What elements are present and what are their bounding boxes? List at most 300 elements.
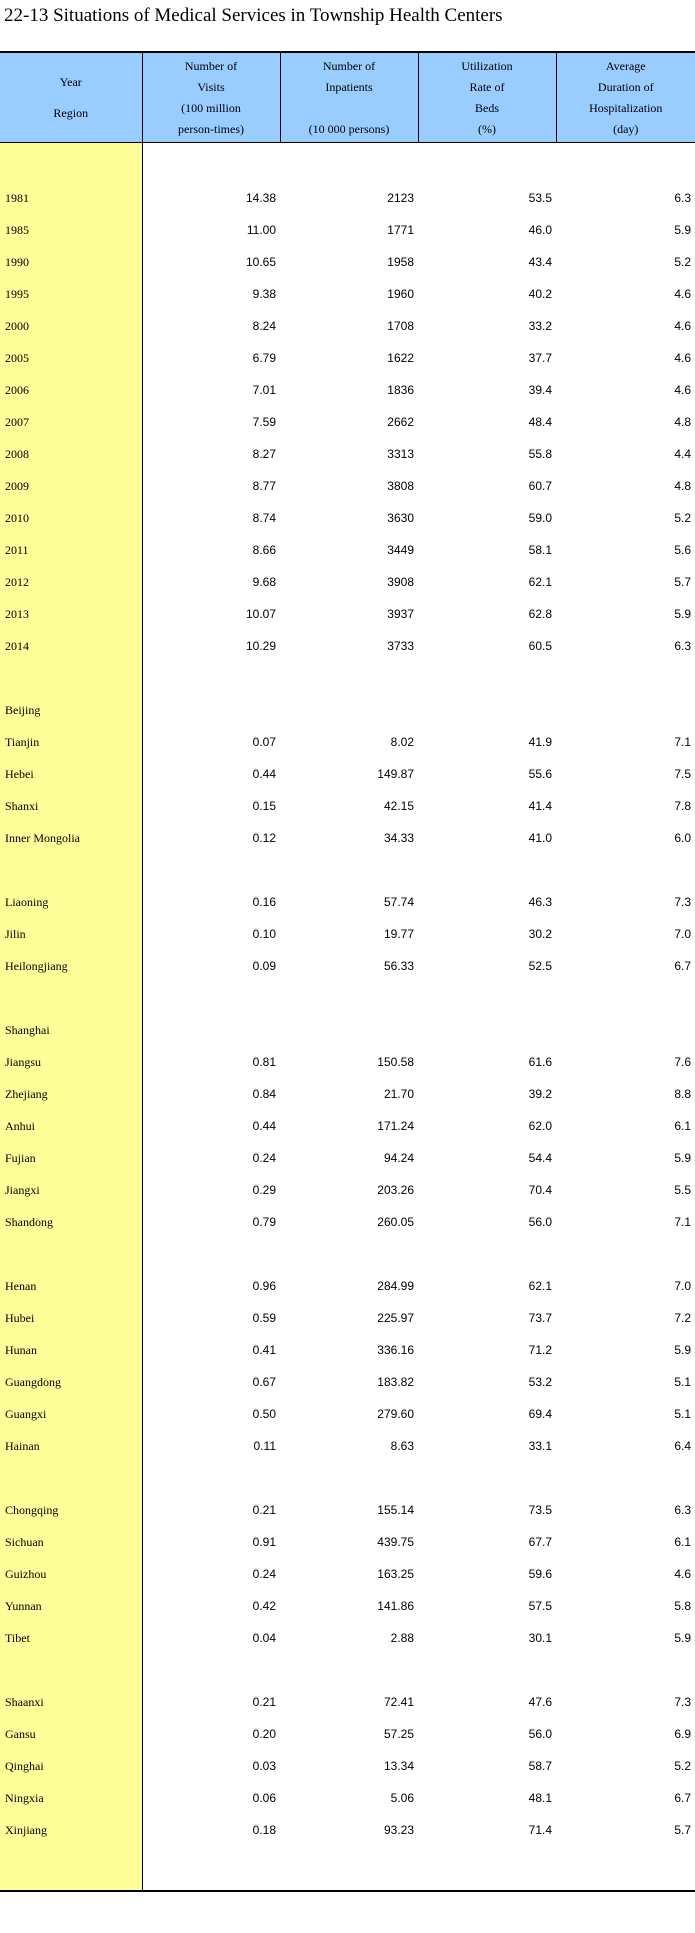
row-label: Hubei xyxy=(0,1302,142,1334)
header-hospitalization-duration xyxy=(556,52,695,143)
spacer-cell xyxy=(142,662,280,694)
visits-cell: 8.74 xyxy=(252,511,276,525)
table-row xyxy=(0,1430,695,1462)
bed-utilization-cell: 69.4 xyxy=(528,1407,552,1421)
inpatients-cell: 94.24 xyxy=(383,1151,414,1165)
table-row xyxy=(0,246,695,278)
header-bed-line1: Utilization xyxy=(461,58,513,73)
spacer-cell xyxy=(280,1462,418,1494)
row-label: Liaoning xyxy=(0,886,142,918)
bed-utilization-cell: 58.7 xyxy=(528,1759,552,1773)
duration-cell: 5.9 xyxy=(674,223,691,237)
bed-utilization-cell: 57.5 xyxy=(528,1599,552,1613)
row-label: Chongqing xyxy=(0,1494,142,1526)
header-visits-line4: person-times) xyxy=(178,121,244,136)
header-bed-line4: (%) xyxy=(478,121,496,136)
duration-cell: 4.6 xyxy=(674,383,691,397)
inpatients-cell: 260.05 xyxy=(377,1215,414,1229)
duration-cell: 7.3 xyxy=(674,1695,691,1709)
row-label: Heilongjiang xyxy=(0,950,142,982)
bed-utilization-cell: 62.0 xyxy=(528,1119,552,1133)
visits-cell: 0.44 xyxy=(252,767,276,781)
spacer-cell xyxy=(556,854,695,886)
bed-utilization-cell: 73.5 xyxy=(528,1503,552,1517)
header-bed-line3: Beds xyxy=(475,100,499,115)
header-visits-line1: Number of xyxy=(184,58,238,73)
bed-utilization-cell: 53.2 xyxy=(528,1375,552,1389)
table-row xyxy=(0,1718,695,1750)
row-label: 2009 xyxy=(0,470,142,502)
spacer-cell xyxy=(0,143,142,183)
inpatients-cell: 3449 xyxy=(387,543,414,557)
row-label: Shandong xyxy=(0,1206,142,1238)
row-label: Zhejiang xyxy=(0,1078,142,1110)
duration-cell: 8.8 xyxy=(674,1087,691,1101)
group-spacer xyxy=(0,1462,695,1494)
row-label: Inner Mongolia xyxy=(0,822,142,854)
row-label: Jilin xyxy=(0,918,142,950)
table-row xyxy=(0,310,695,342)
row-label: Hainan xyxy=(0,1430,142,1462)
table-spacer-top xyxy=(0,143,695,183)
spacer-cell xyxy=(418,854,556,886)
visits-cell xyxy=(142,1014,280,1046)
table-row xyxy=(0,1366,695,1398)
header-visits xyxy=(142,52,280,143)
visits-cell: 0.09 xyxy=(252,959,276,973)
spacer-cell xyxy=(280,854,418,886)
spacer-cell xyxy=(0,854,142,886)
row-label: Guangdong xyxy=(0,1366,142,1398)
spacer-cell xyxy=(0,1654,142,1686)
row-label: Ningxia xyxy=(0,1782,142,1814)
bed-utilization-cell: 33.2 xyxy=(528,319,552,333)
spacer-cell xyxy=(418,982,556,1014)
bed-utilization-cell: 39.2 xyxy=(528,1087,552,1101)
spacer-cell xyxy=(418,1238,556,1270)
row-label: 1990 xyxy=(0,246,142,278)
duration-cell: 5.9 xyxy=(674,1151,691,1165)
visits-cell: 0.21 xyxy=(252,1695,276,1709)
bed-utilization-cell: 56.0 xyxy=(528,1727,552,1741)
bed-utilization-cell: 30.1 xyxy=(528,1631,552,1645)
duration-cell: 5.2 xyxy=(674,511,691,525)
header-duration-line4: (day) xyxy=(613,121,639,136)
group-spacer xyxy=(0,982,695,1014)
spacer-cell xyxy=(142,854,280,886)
inpatients-cell: 8.02 xyxy=(390,735,414,749)
duration-cell: 7.8 xyxy=(674,799,691,813)
table-row xyxy=(0,1526,695,1558)
inpatients-cell: 225.97 xyxy=(377,1311,414,1325)
duration-cell xyxy=(556,1014,695,1046)
inpatients-cell: 150.58 xyxy=(377,1055,414,1069)
bed-utilization-cell: 33.1 xyxy=(528,1439,552,1453)
duration-cell: 7.2 xyxy=(674,1311,691,1325)
row-label: 2005 xyxy=(0,342,142,374)
inpatients-cell: 2.88 xyxy=(390,1631,414,1645)
header-visits-line2: Visits xyxy=(197,79,225,94)
bed-utilization-cell: 54.4 xyxy=(528,1151,552,1165)
visits-cell: 0.84 xyxy=(252,1087,276,1101)
inpatients-cell: 19.77 xyxy=(383,927,414,941)
table-row xyxy=(0,1494,695,1526)
spacer-cell xyxy=(418,1462,556,1494)
visits-cell: 0.11 xyxy=(253,1439,276,1453)
visits-cell: 0.81 xyxy=(252,1055,276,1069)
table-row xyxy=(0,342,695,374)
spacer-cell xyxy=(0,982,142,1014)
duration-cell: 5.9 xyxy=(674,1343,691,1357)
visits-cell: 0.15 xyxy=(252,799,276,813)
row-label: 1995 xyxy=(0,278,142,310)
duration-cell: 6.3 xyxy=(674,191,691,205)
spacer-cell xyxy=(280,662,418,694)
table-row xyxy=(0,726,695,758)
table-row xyxy=(0,214,695,246)
spacer-cell xyxy=(556,662,695,694)
bed-utilization-cell: 62.1 xyxy=(528,575,552,589)
bed-utilization-cell: 58.1 xyxy=(528,543,552,557)
table-row xyxy=(0,502,695,534)
bed-utilization-cell: 61.6 xyxy=(528,1055,552,1069)
duration-cell: 4.6 xyxy=(674,1567,691,1581)
row-label: Jiangsu xyxy=(0,1046,142,1078)
bed-utilization-cell: 41.4 xyxy=(528,799,552,813)
table-row xyxy=(0,1750,695,1782)
bed-utilization-cell: 43.4 xyxy=(528,255,552,269)
spacer-cell xyxy=(280,1238,418,1270)
group-spacer xyxy=(0,1654,695,1686)
bed-utilization-cell: 53.5 xyxy=(528,191,552,205)
table-row xyxy=(0,1014,695,1046)
visits-cell: 0.44 xyxy=(252,1119,276,1133)
duration-cell: 4.6 xyxy=(674,319,691,333)
duration-cell: 4.8 xyxy=(674,415,691,429)
row-label: Hebei xyxy=(0,758,142,790)
bed-utilization-cell xyxy=(418,694,556,726)
header-visits-line3: (100 million xyxy=(181,100,241,115)
inpatients-cell: 2123 xyxy=(387,191,414,205)
spacer-cell xyxy=(142,1846,280,1891)
duration-cell: 7.0 xyxy=(674,1279,691,1293)
spacer-cell xyxy=(418,1846,556,1891)
visits-cell: 0.24 xyxy=(252,1151,276,1165)
inpatients-cell: 1960 xyxy=(387,287,414,301)
row-label: 2013 xyxy=(0,598,142,630)
table-row xyxy=(0,1174,695,1206)
bed-utilization-cell: 59.6 xyxy=(528,1567,552,1581)
visits-cell: 0.50 xyxy=(252,1407,276,1421)
visits-cell: 9.68 xyxy=(252,575,276,589)
inpatients-cell: 5.06 xyxy=(390,1791,414,1805)
inpatients-cell: 72.41 xyxy=(383,1695,414,1709)
spacer-cell xyxy=(280,1846,418,1891)
visits-cell: 0.12 xyxy=(252,831,276,845)
bed-utilization-cell: 39.4 xyxy=(528,383,552,397)
duration-cell: 6.3 xyxy=(674,1503,691,1517)
duration-cell: 6.4 xyxy=(674,1439,691,1453)
visits-cell: 0.06 xyxy=(252,1791,276,1805)
row-label: Beijing xyxy=(0,694,142,726)
duration-cell: 7.3 xyxy=(674,895,691,909)
row-label: Tibet xyxy=(0,1622,142,1654)
visits-cell: 6.79 xyxy=(252,351,276,365)
visits-cell: 8.66 xyxy=(252,543,276,557)
page-title: 22-13 Situations of Medical Services in Township Health Centers xyxy=(4,5,503,26)
duration-cell: 5.1 xyxy=(674,1375,691,1389)
spacer-cell xyxy=(280,143,418,183)
duration-cell: 4.6 xyxy=(674,351,691,365)
table-row xyxy=(0,886,695,918)
row-label: 2008 xyxy=(0,438,142,470)
inpatients-cell: 21.70 xyxy=(383,1087,414,1101)
table-row xyxy=(0,918,695,950)
table-row xyxy=(0,1078,695,1110)
inpatients-cell: 203.26 xyxy=(377,1183,414,1197)
duration-cell: 6.3 xyxy=(674,639,691,653)
bed-utilization-cell: 70.4 xyxy=(528,1183,552,1197)
visits-cell: 10.65 xyxy=(245,255,276,269)
visits-cell: 0.07 xyxy=(252,735,276,749)
spacer-cell xyxy=(142,982,280,1014)
spacer-cell xyxy=(0,1846,142,1891)
duration-cell: 5.8 xyxy=(674,1599,691,1613)
table-spacer-bottom xyxy=(0,1846,695,1891)
header-bed-utilization xyxy=(418,52,556,143)
inpatients-cell: 1958 xyxy=(387,255,414,269)
inpatients-cell: 183.82 xyxy=(377,1375,414,1389)
bed-utilization-cell: 62.1 xyxy=(528,1279,552,1293)
bed-utilization-cell: 47.6 xyxy=(528,1695,552,1709)
inpatients-cell: 1622 xyxy=(387,351,414,365)
duration-cell: 4.4 xyxy=(674,447,691,461)
spacer-cell xyxy=(0,1462,142,1494)
group-spacer xyxy=(0,854,695,886)
duration-cell: 5.7 xyxy=(674,575,691,589)
duration-cell: 5.7 xyxy=(674,1823,691,1837)
header-year-label: Year xyxy=(59,74,82,89)
duration-cell: 6.7 xyxy=(674,959,691,973)
duration-cell: 6.7 xyxy=(674,1791,691,1805)
row-label: Yunnan xyxy=(0,1590,142,1622)
spacer-cell xyxy=(556,143,695,183)
table-row xyxy=(0,278,695,310)
header-inpatients-line2: Inpatients xyxy=(325,79,373,94)
table-row xyxy=(0,694,695,726)
row-label: Guizhou xyxy=(0,1558,142,1590)
duration-cell: 5.2 xyxy=(674,255,691,269)
visits-cell: 14.38 xyxy=(245,191,276,205)
inpatients-cell: 155.14 xyxy=(377,1503,414,1517)
header-duration-line1: Average xyxy=(605,58,646,73)
duration-cell: 6.0 xyxy=(674,831,691,845)
duration-cell: 4.8 xyxy=(674,479,691,493)
bed-utilization-cell: 40.2 xyxy=(528,287,552,301)
table-row xyxy=(0,1590,695,1622)
duration-cell xyxy=(556,694,695,726)
inpatients-cell: 57.74 xyxy=(383,895,414,909)
visits-cell: 9.38 xyxy=(252,287,276,301)
visits-cell: 0.18 xyxy=(252,1823,276,1837)
table-row xyxy=(0,534,695,566)
inpatients-cell: 2662 xyxy=(387,415,414,429)
bed-utilization-cell: 46.0 xyxy=(528,223,552,237)
visits-cell: 8.24 xyxy=(252,319,276,333)
spacer-cell xyxy=(142,143,280,183)
row-label: Xinjiang xyxy=(0,1814,142,1846)
duration-cell: 7.6 xyxy=(674,1055,691,1069)
row-label: Anhui xyxy=(0,1110,142,1142)
spacer-cell xyxy=(556,1238,695,1270)
row-label: Shaanxi xyxy=(0,1686,142,1718)
table-row xyxy=(0,1206,695,1238)
group-spacer xyxy=(0,662,695,694)
bed-utilization-cell: 60.7 xyxy=(528,479,552,493)
row-label: 2000 xyxy=(0,310,142,342)
inpatients-cell: 56.33 xyxy=(383,959,414,973)
row-label: Fujian xyxy=(0,1142,142,1174)
visits-cell: 8.77 xyxy=(252,479,276,493)
inpatients-cell: 3808 xyxy=(387,479,414,493)
inpatients-cell: 42.15 xyxy=(383,799,414,813)
header-inpatients xyxy=(280,52,418,143)
table-row xyxy=(0,1046,695,1078)
duration-cell: 5.9 xyxy=(674,1631,691,1645)
inpatients-cell: 439.75 xyxy=(377,1535,414,1549)
visits-cell: 0.10 xyxy=(252,927,276,941)
table-row xyxy=(0,1270,695,1302)
bed-utilization-cell: 60.5 xyxy=(528,639,552,653)
visits-cell: 0.79 xyxy=(252,1215,276,1229)
inpatients-cell: 1836 xyxy=(387,383,414,397)
bed-utilization-cell: 73.7 xyxy=(528,1311,552,1325)
inpatients-cell: 13.34 xyxy=(383,1759,414,1773)
inpatients-cell: 1771 xyxy=(387,223,414,237)
duration-cell: 6.1 xyxy=(674,1119,691,1133)
table-body xyxy=(0,143,695,1892)
bed-utilization-cell: 55.6 xyxy=(528,767,552,781)
inpatients-cell: 279.60 xyxy=(377,1407,414,1421)
spacer-cell xyxy=(0,662,142,694)
statistics-table-container xyxy=(0,51,695,1892)
row-label: 2006 xyxy=(0,374,142,406)
inpatients-cell: 3937 xyxy=(387,607,414,621)
row-label: Shanghai xyxy=(0,1014,142,1046)
bed-utilization-cell: 67.7 xyxy=(528,1535,552,1549)
inpatients-cell: 93.23 xyxy=(383,1823,414,1837)
spacer-cell xyxy=(142,1654,280,1686)
row-label: Hunan xyxy=(0,1334,142,1366)
spacer-cell xyxy=(556,1462,695,1494)
row-label: Gansu xyxy=(0,1718,142,1750)
bed-utilization-cell xyxy=(418,1014,556,1046)
inpatients-cell: 3908 xyxy=(387,575,414,589)
duration-cell: 7.1 xyxy=(674,1215,691,1229)
inpatients-cell: 163.25 xyxy=(377,1567,414,1581)
row-label: Henan xyxy=(0,1270,142,1302)
spacer-cell xyxy=(142,1462,280,1494)
table-row xyxy=(0,470,695,502)
duration-cell: 5.6 xyxy=(674,543,691,557)
spacer-cell xyxy=(418,662,556,694)
visits-cell: 8.27 xyxy=(252,447,276,461)
table-row xyxy=(0,598,695,630)
spacer-cell xyxy=(280,982,418,1014)
duration-cell: 7.1 xyxy=(674,735,691,749)
spacer-cell xyxy=(556,1846,695,1891)
visits-cell: 0.21 xyxy=(252,1503,276,1517)
bed-utilization-cell: 71.2 xyxy=(528,1343,552,1357)
table-row xyxy=(0,1814,695,1846)
bed-utilization-cell: 56.0 xyxy=(528,1215,552,1229)
table-row xyxy=(0,1558,695,1590)
table-row xyxy=(0,1302,695,1334)
bed-utilization-cell: 52.5 xyxy=(528,959,552,973)
duration-cell: 4.6 xyxy=(674,287,691,301)
duration-cell: 6.1 xyxy=(674,1535,691,1549)
table-row xyxy=(0,790,695,822)
inpatients-cell: 1708 xyxy=(387,319,414,333)
header-bed-line2: Rate of xyxy=(469,79,505,94)
header-inpatients-line1: Number of xyxy=(322,58,376,73)
row-label: 2011 xyxy=(0,534,142,566)
visits-cell: 11.00 xyxy=(246,223,276,237)
table-row xyxy=(0,1110,695,1142)
header-year-region xyxy=(0,52,142,143)
duration-cell: 6.9 xyxy=(674,1727,691,1741)
spacer-cell xyxy=(0,1238,142,1270)
row-label: Sichuan xyxy=(0,1526,142,1558)
header-duration-line2: Duration of xyxy=(597,79,654,94)
table-row xyxy=(0,758,695,790)
header-inpatients-line4: (10 000 persons) xyxy=(308,121,390,136)
visits-cell: 0.67 xyxy=(252,1375,276,1389)
visits-cell: 10.29 xyxy=(245,639,276,653)
inpatients-cell xyxy=(280,694,418,726)
row-label: 1985 xyxy=(0,214,142,246)
spacer-cell xyxy=(556,982,695,1014)
table-row xyxy=(0,950,695,982)
visits-cell: 0.20 xyxy=(252,1727,276,1741)
table-row xyxy=(0,822,695,854)
visits-cell: 0.42 xyxy=(252,1599,276,1613)
row-label: Tianjin xyxy=(0,726,142,758)
visits-cell: 0.03 xyxy=(252,1759,276,1773)
row-label: 2012 xyxy=(0,566,142,598)
visits-cell: 0.16 xyxy=(252,895,276,909)
inpatients-cell: 34.33 xyxy=(383,831,414,845)
row-label: 2007 xyxy=(0,406,142,438)
table-row xyxy=(0,1334,695,1366)
table-row xyxy=(0,630,695,662)
inpatients-cell: 57.25 xyxy=(383,1727,414,1741)
inpatients-cell: 3630 xyxy=(387,511,414,525)
bed-utilization-cell: 48.4 xyxy=(528,415,552,429)
spacer-cell xyxy=(280,1654,418,1686)
visits-cell: 0.41 xyxy=(252,1343,276,1357)
table-row xyxy=(0,1686,695,1718)
table-row xyxy=(0,1142,695,1174)
bed-utilization-cell: 46.3 xyxy=(528,895,552,909)
spacer-cell xyxy=(142,1238,280,1270)
inpatients-cell: 336.16 xyxy=(377,1343,414,1357)
table-row xyxy=(0,438,695,470)
header-region-label: Region xyxy=(53,105,89,120)
table-row xyxy=(0,182,695,214)
duration-cell: 5.1 xyxy=(674,1407,691,1421)
visits-cell: 0.24 xyxy=(252,1567,276,1581)
